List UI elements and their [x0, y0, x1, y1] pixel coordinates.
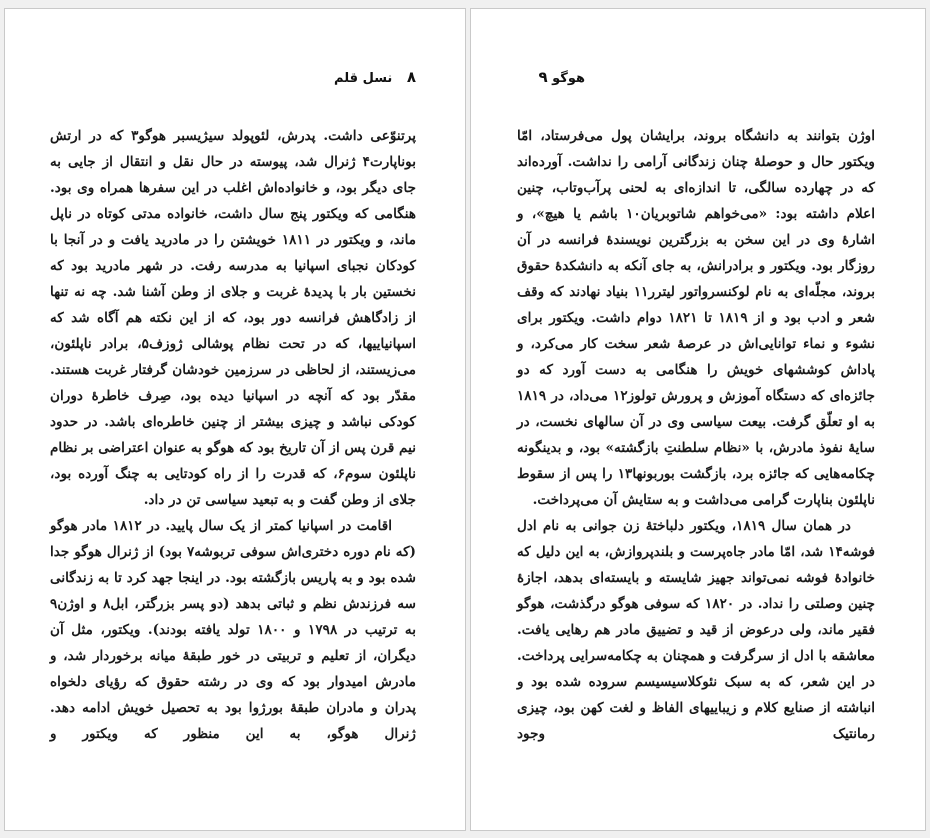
left-page-header [334, 68, 416, 86]
right-paragraph-1: اوژن بتوانند به دانشگاه بروند، برایشان پول می‌فرستاد، امّا ویکتور حال و حوصلهٔ چنان زندگانی آرامی را نداشت. آورده‌اند که در چهارده سالگی، تا اندازه‌ای به لحنی پرآب‌وتاب، چنین اعلام داشته بود: «می‌خواهم شاتوبریان۱۰ باشم یا هیچ»، و اشارهٔ وی در این سخن به بزرگترین نویسندهٔ فرانسه در آن روزگار بود. ویکتور و برادرانش، به جای آنکه به دانشکدهٔ حقوق بروند، مجلّه‌ای به نام لوکنسرواتور لیترر۱۱ بنیاد نهادند که وقف شعر و ادب بود و از ۱۸۱۹ تا ۱۸۲۱ دوام داشت. ویکتور برای نشوء و نماء توانایی‌اش در عرصهٔ شعر سخت کار می‌کرد، و پاداش کوششهای خویش را هنگامی به دست آورد که دو جائزه‌ای که دستگاه آموزش و پرورش تولوز۱۲ می‌داد، در ۱۸۱۹ به او تعلّق گرفت. بیعت سیاسی وی در آن سالهای نخست، در سایهٔ نفوذ مادرش، با «نظام سلطنتِ بازگشته» بود، و بدینگونه چکامه‌هایی که جائزه برد، بازگشت بوربونها۱۳ را پس از سقوط ناپلئون بناپارت گرامی می‌داشت و به ستایش آن می‌پرداخت. [517, 128, 876, 508]
right-page [470, 8, 926, 831]
right-page-header [528, 68, 585, 86]
left-paragraph-1: پرتنوّعی داشت. پدرش، لئوپولد سیژیسبر هوگو۳ که در ارتش بوناپارت۴ ژنرال شد، پیوسته در حال نقل و انتقال از جایی به جای دیگر بود، و خانواده‌اش اغلب در این سفرها همراه وی بود. هنگامی که ویکتور پنج سال داشت، خانواده مدتی کوتاه در ناپل ماند، و ویکتور در ۱۸۱۱ خویشتن را در مادرید یافت و در آنجا با کودکان نجبای اسپانیا به مدرسه رفت. در شهر مادرید بود که نخستین بار با پدیدهٔ غربت و جلای از وطن آشنا شد. چه نه تنها از زادگاهش فرانسه دور بود، که از این نکته هم آگاه شد که اسپانیاییها، که در تحت نظام پوشالی ژوزف۵، برادر ناپلئون، می‌زیستند، از لحاظی در سرزمین خودشان گرفتار غربت هستند. مقدّر بود که آنچه در اسپانیا دیده بود، صِرف خاطرهٔ دوران کودکی نباشد و چیزی بیشتر از چنین خاطره‌ای باشد. در حدود نیم قرن پس از آن تاریخ بود که هوگو به عنوان اعتراضی بر نظام ناپلئون سوم۶، که قدرت را از راه کودتایی به چنگ آورده بود، جلای از وطن گفت و به تبعید سیاسی تن در داد. [50, 128, 417, 508]
left-page [4, 8, 466, 831]
left-page-body [50, 123, 416, 747]
left-page-number: ۸ [406, 68, 416, 86]
right-page-number: ۹ [538, 68, 548, 86]
left-running-head: نسل قلم [334, 71, 393, 86]
left-paragraph-2: اقامت در اسپانیا کمتر از یک سال پایید. در ۱۸۱۲ مادر هوگو (که نام دوره دختری‌اش سوفی تربوشه۷ بود) از ژنرال هوگو جدا شده بود و به پاریس بازگشته بود. در اینجا جهد کرد تا به زندگانی سه فرزندش نظم و ثباتی بدهد (دو پسر بزرگتر، ابل۸ و اوژن۹ به ترتیب در ۱۷۹۸ و ۱۸۰۰ تولد یافته بودند). ویکتور، مثل آن دیگران، از تعلیم و تربیتی در خور طبقهٔ میانه برخوردار شد، و مادرش امیدوار بود که وی در رشته حقوق که رؤیای دلخواه پدران و مادران طبقهٔ بورژوا بود به تحصیل خویش ادامه دهد. ژنرال هوگو، به این منظور که ویکتور و [50, 518, 416, 742]
right-page-body [517, 123, 875, 747]
right-paragraph-2: در همان سال ۱۸۱۹، ویکتور دلباختهٔ زن جوانی به نام ادل فوشه۱۴ شد، امّا مادر جاه‌پرست و بلندپروازش، به این دلیل که خانوادهٔ فوشه نمی‌تواند جهیز شایسته و بایسته‌ای بدهد، اجازهٔ چنین وصلتی را نداد. در ۱۸۲۰ که سوفی هوگو درگذشت، هوگو فقیر ماند، ولی درعوض از قید و تضییق مادر هم رهایی یافت. معاشقه با ادل از سرگرفت و همچنان به چکامه‌سرایی پرداخت. در این شعر، که به سبک نئوکلاسیسیسم سروده شده بود و انباشته از صنایع کلام و زیباییهای الفاظ و لغت کهن بود، چیزی رمانتیک وجود [517, 518, 875, 742]
right-running-head: هوگو [552, 71, 585, 86]
